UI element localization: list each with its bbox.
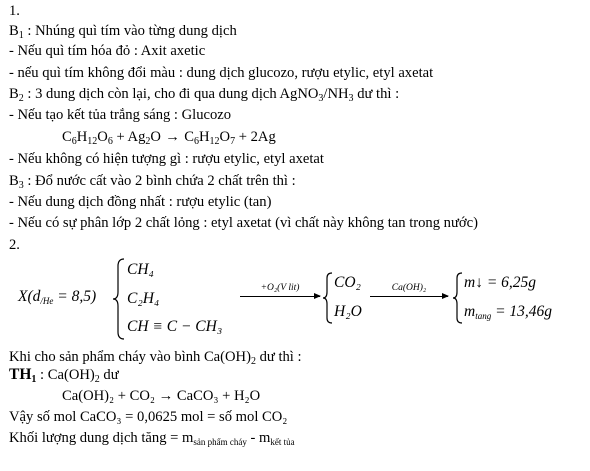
mixture-propyne: CH ≡ C − CH₃ [127, 318, 223, 335]
mass-increase-line: Khối lượng dung dịch tăng = $m_{sản phẩm cháy} - m_{kết tủa}$ [9, 430, 295, 447]
homogeneous-line: - Nếu dung dịch đồng nhất : rượu etylic (tan) [9, 194, 272, 210]
results-brace [452, 272, 464, 324]
oxygen-arrow-label: +O₂(V lit) [260, 283, 300, 293]
mixture-brace [112, 258, 126, 340]
products-brace [322, 272, 334, 324]
product-h2o: H₂O [334, 303, 362, 320]
mass-increase: $m_{tang} = 13,46g$ [464, 303, 553, 321]
step-b2: $B_2$ : 3 dung dịch còn lại, cho đi qua dung dịch $AgNO_3/NH_3$ dư thì : [9, 86, 400, 104]
mol-co2-line: Vậy số mol CaCO₃ = 0,0625 mol = số mol CO₂ [9, 409, 288, 425]
layer-separation-line: - Nếu có sự phân lớp 2 chất lỏng : etyl axetat (vì chất này không tan trong nước) [9, 215, 478, 231]
limewater-equation: Ca(OH)₂ + CO₂ → CaCO₃ + H₂O [62, 388, 261, 404]
no-phenomenon-line: - Nếu không có hiện tượng gì : rượu etylic, etyl axetat [9, 151, 324, 167]
part2-number: 2. [9, 237, 20, 253]
mixture-c2h4: C₂H₄ [127, 290, 160, 307]
mixture-ch4: CH₄ [127, 261, 154, 278]
step-b1: $B_1$ : Nhúng quì tím vào từng dung dịch [9, 23, 237, 41]
mixture-x-label: $X(d_{/He} = 8,5)$ [18, 288, 97, 306]
limewater-arrow-label: Ca(OH)₂ [391, 283, 427, 293]
precipitate-mass: m↓ = 6,25g [464, 274, 537, 291]
combustion-arrow [240, 296, 320, 297]
silver-mirror-equation: $C_6H_{12}O_6 + Ag_2O \to C_6H_{12}O_7 + 2Ag$ [62, 129, 276, 147]
glucose-precipitate-line: - Nếu tạo kết tủa trắng sáng : Glucozo [9, 107, 232, 123]
absorption-intro-line: Khi cho sản phẩm cháy vào bình $Ca(OH)_2$ dư thì : [9, 349, 302, 367]
part1-number: 1. [9, 3, 20, 19]
product-co2: CO₂ [334, 274, 361, 291]
absorption-arrow [370, 296, 448, 297]
step-b3: $B_3$ : Đổ nước cất vào 2 bình chứa 2 chất trên thì : [9, 173, 296, 191]
litmus-unchanged-line: - nếu quì tím không đổi màu : dung dịch glucozo, rượu etylic, etyl axetat [9, 65, 434, 81]
litmus-red-line: - Nếu quì tím hóa đỏ : Axit axetic [9, 43, 206, 59]
case-1-heading: $TH_1$ : $Ca(OH)_2$ dư [9, 366, 119, 385]
